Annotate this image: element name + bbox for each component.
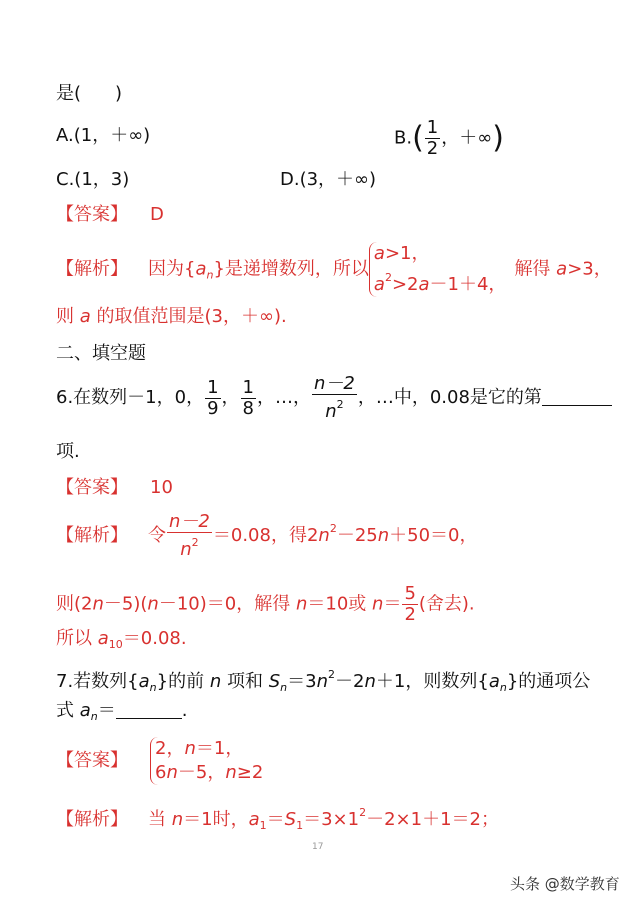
- inequality-system: a>1， $a^2>2a-1+4$，: [369, 242, 507, 297]
- watermark: 头条 @数学教育: [510, 875, 620, 893]
- piecewise-formula: 2，n＝1， 6n－5，n≥2: [150, 737, 263, 785]
- analysis-label: 【解析】: [56, 258, 128, 280]
- section-title: 二、填空题: [56, 343, 146, 364]
- answer-label: 【答案】: [56, 204, 128, 225]
- option-b: B.( $\frac{1}{2}$ ，＋∞): [394, 117, 504, 159]
- analysis-5: 【解析】 因为$\{a_n\}$是递增数列，所以 a>1， $a^2>2a-1+4$， 解得 a>3，: [56, 243, 612, 295]
- question-6: 6.在数列－1，0， $\frac{1}{9}$ ， $\frac{1}{8}$ ，…， $\frac{n-2}{n^2}$ ，…中，0.08是它的第: [56, 374, 612, 422]
- answer-blank[interactable]: [542, 405, 612, 406]
- analysis-6: 【解析】 令 $\frac{n-2}{n^2}$ ＝0.08，得$2n^2-25n+50=0$，: [56, 511, 478, 560]
- option-d: D.(3，＋∞): [280, 169, 377, 190]
- question-7: 7.若数列$\{a_n\}$的前 n 项和 $S_n=3n^2-2n+1$，则数列$\{a_n\}$的通项公: [56, 668, 591, 694]
- answer-7: 【答案】 2，n＝1， 6n－5，n≥2: [56, 738, 264, 783]
- question-6-cont: 项.: [56, 441, 80, 462]
- question-5-tail: 是( ): [56, 83, 123, 104]
- page-number: 17: [312, 842, 324, 852]
- question-7-cont: 式 $a_n=$ .: [56, 700, 188, 723]
- analysis-5-line2: 则 a 的取值范围是(3，＋∞).: [56, 306, 287, 327]
- analysis-6-line3: 所以 $a_{10}=0.08$.: [56, 628, 187, 651]
- answer-6: 【答案】 10: [56, 477, 173, 498]
- analysis-6-line2: 则(2n－5)(n－10)＝0，解得 n＝10或 n＝ $\frac{5}{2}$ (舍去).: [56, 583, 475, 625]
- answer-blank[interactable]: [116, 718, 182, 719]
- fraction-half: $\frac{1}{2}$: [426, 117, 439, 159]
- fraction-n-minus-2: $\frac{n-2}{n^2}$: [313, 373, 355, 422]
- option-a: A.(1，＋∞): [56, 125, 151, 146]
- analysis-7: 【解析】 当 n＝1时，$a_1=S_1=3\times 1^2-2\times 1+1=2$；: [56, 806, 499, 832]
- option-c: C.(1，3): [56, 169, 130, 190]
- answer-5: 【答案】 D: [56, 204, 164, 225]
